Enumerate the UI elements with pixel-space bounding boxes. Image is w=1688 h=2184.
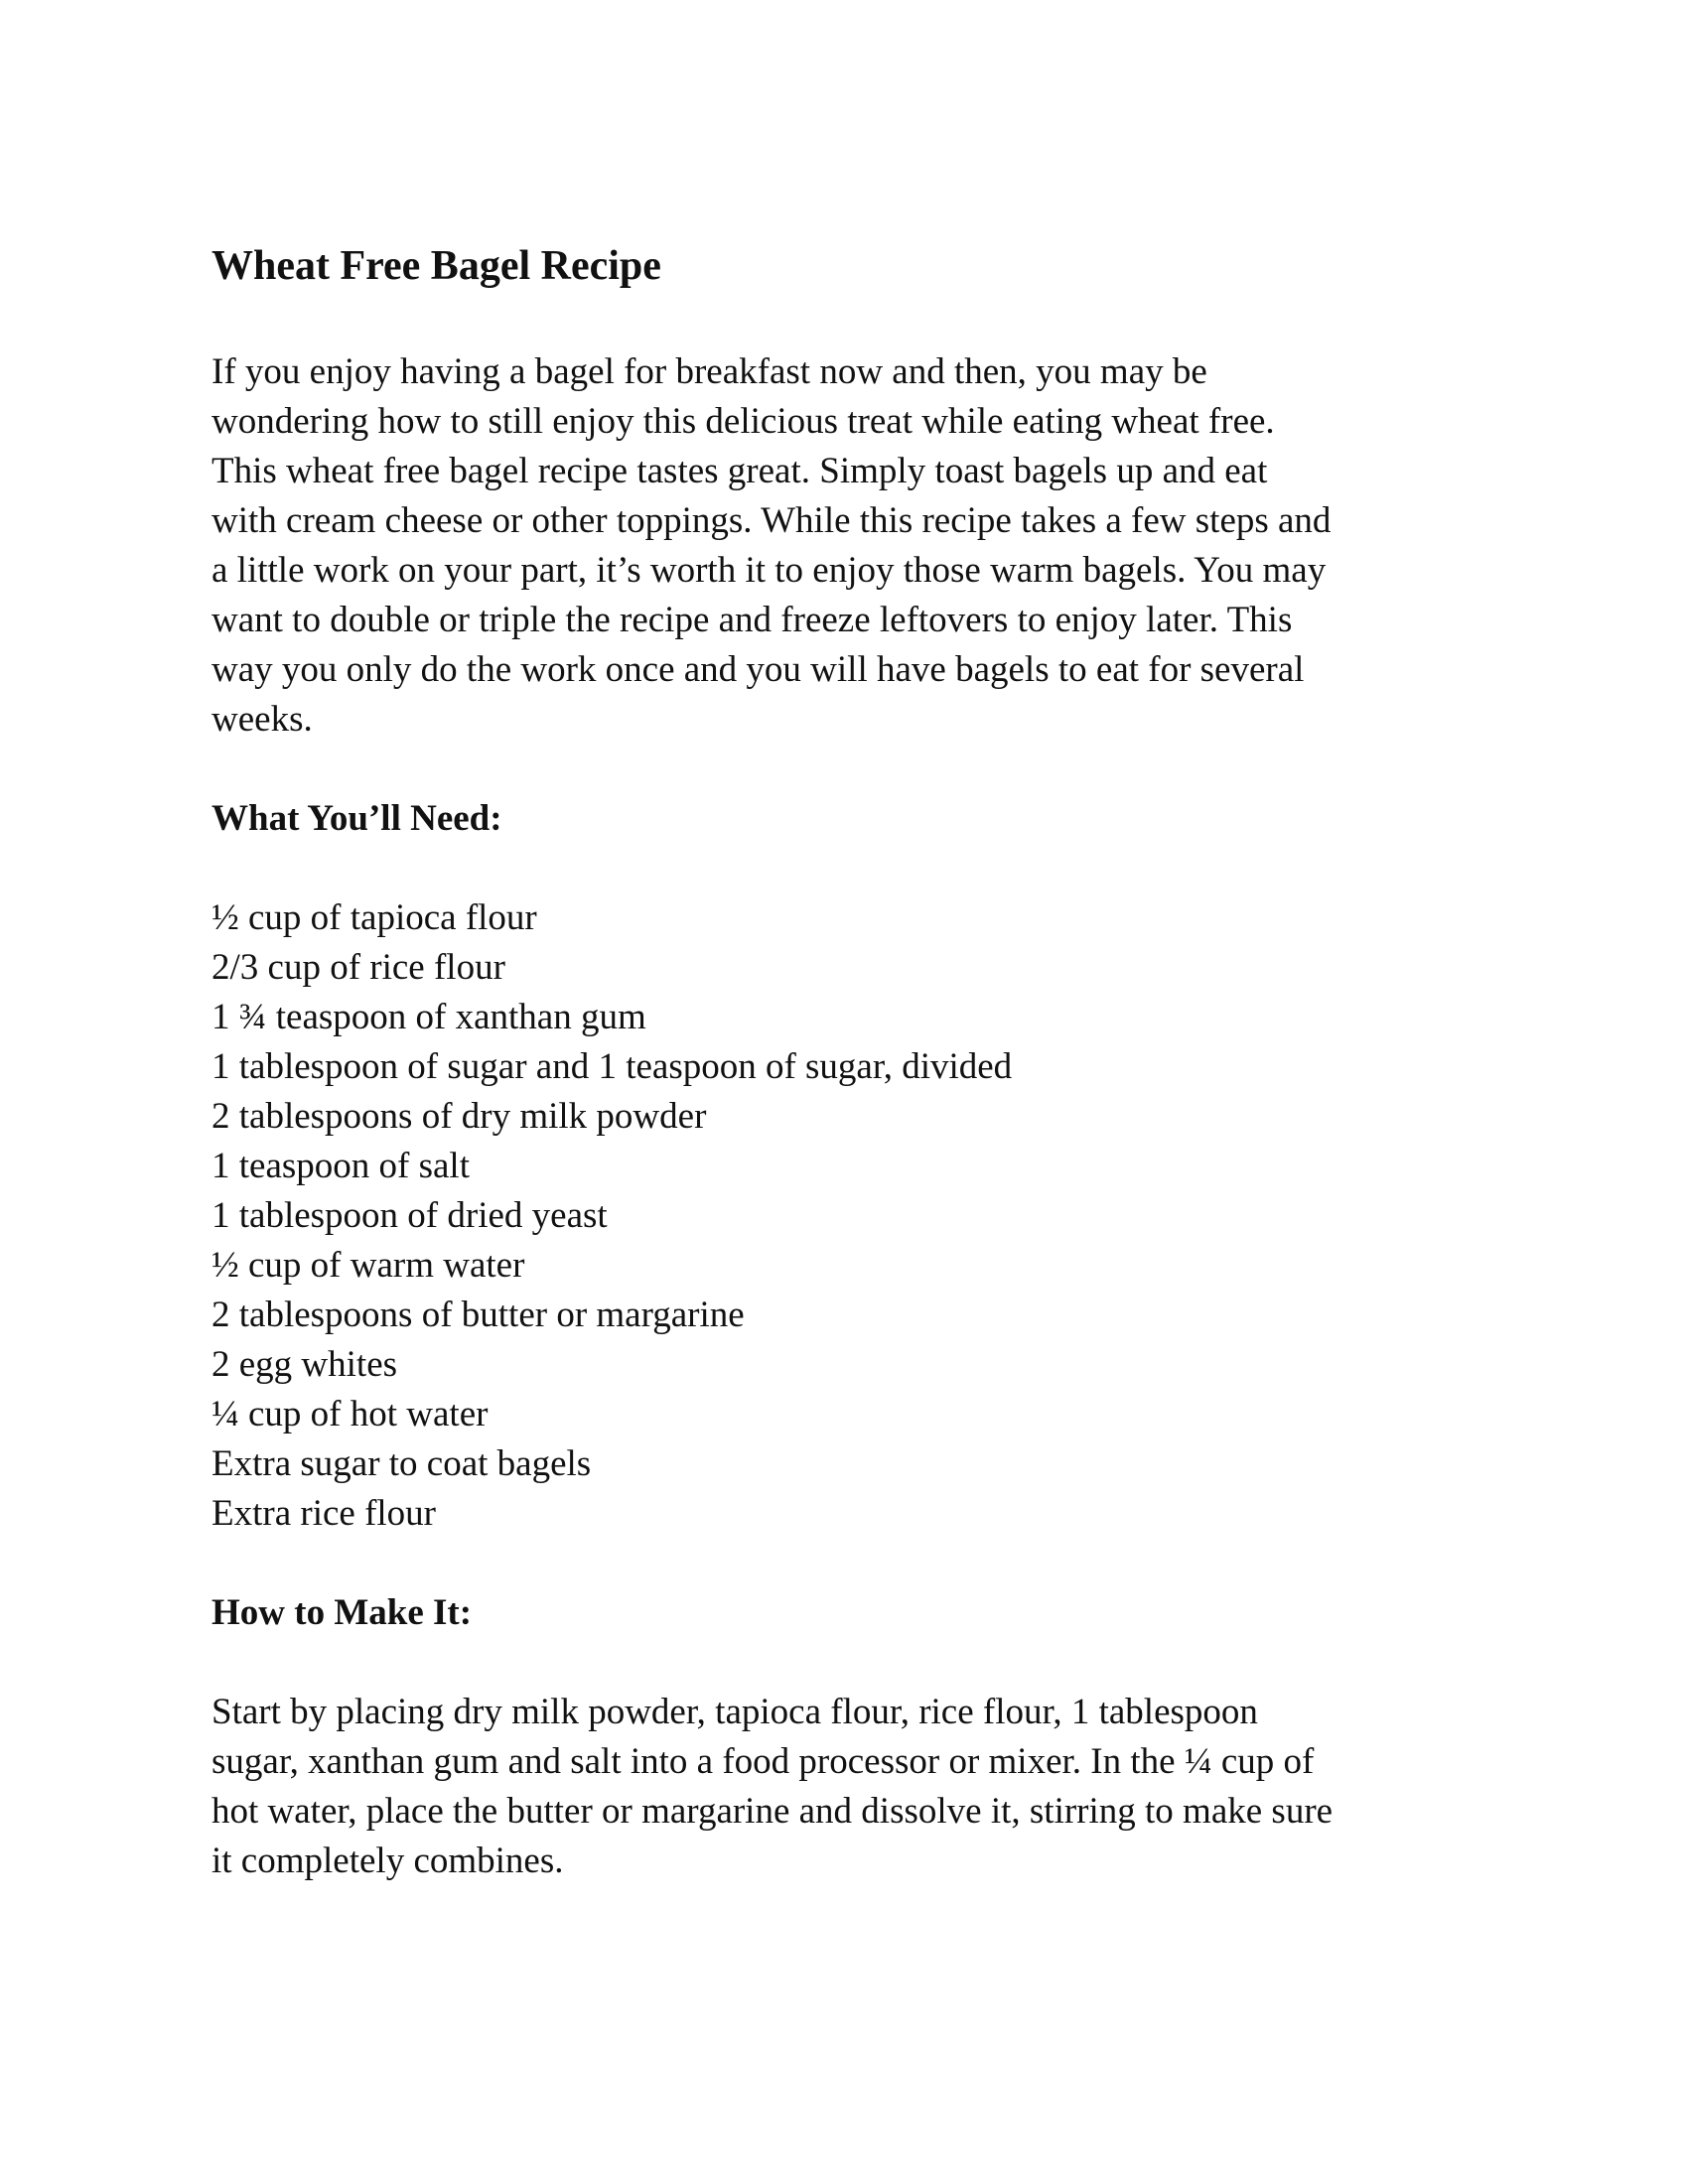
- intro-paragraph: [211, 347, 1502, 745]
- method-line: Start by placing dry milk powder, tapioca flour, rice flour, 1 tablespoon: [211, 1692, 1258, 1732]
- intro-line: If you enjoy having a bagel for breakfast now and then, you may be: [211, 351, 1207, 392]
- intro-line: want to double or triple the recipe and freeze leftovers to enjoy later. This: [211, 600, 1293, 640]
- ingredient-item: 2 egg whites: [211, 1344, 398, 1385]
- method-line: it completely combines.: [211, 1841, 564, 1881]
- intro-line: weeks.: [211, 699, 313, 740]
- ingredient-item: ½ cup of warm water: [211, 1245, 525, 1286]
- method-line: hot water, place the butter or margarine and dissolve it, stirring to make sure: [211, 1791, 1334, 1832]
- ingredient-item: 2 tablespoons of dry milk powder: [211, 1096, 707, 1137]
- intro-line: way you only do the work once and you will have bagels to eat for several: [211, 649, 1305, 690]
- ingredient-item: 1 ¾ teaspoon of xanthan gum: [211, 997, 646, 1037]
- document-page: [211, 238, 1502, 1886]
- page-title: Wheat Free Bagel Recipe: [211, 243, 661, 289]
- ingredient-item: Extra rice flour: [211, 1493, 436, 1534]
- ingredient-item: 2/3 cup of rice flour: [211, 947, 505, 988]
- ingredient-item: 1 tablespoon of sugar and 1 teaspoon of sugar, divided: [211, 1046, 1013, 1087]
- method-paragraph: [211, 1688, 1502, 1886]
- intro-line: wondering how to still enjoy this delicious treat while eating wheat free.: [211, 401, 1275, 442]
- needs-heading: What You’ll Need:: [211, 798, 502, 839]
- intro-line: with cream cheese or other toppings. While this recipe takes a few steps and: [211, 500, 1332, 541]
- ingredient-list: [211, 893, 1502, 1539]
- method-heading: How to Make It:: [211, 1592, 473, 1633]
- intro-line: a little work on your part, it’s worth it to enjoy those warm bagels. You may: [211, 550, 1327, 591]
- ingredient-item: 1 tablespoon of dried yeast: [211, 1195, 608, 1236]
- ingredient-item: Extra sugar to coat bagels: [211, 1443, 592, 1484]
- ingredient-item: 1 teaspoon of salt: [211, 1146, 470, 1186]
- intro-line: This wheat free bagel recipe tastes great. Simply toast bagels up and eat: [211, 451, 1268, 491]
- ingredient-item: ½ cup of tapioca flour: [211, 897, 537, 938]
- ingredient-item: ¼ cup of hot water: [211, 1394, 489, 1434]
- method-line: sugar, xanthan gum and salt into a food processor or mixer. In the ¼ cup of: [211, 1741, 1315, 1782]
- ingredient-item: 2 tablespoons of butter or margarine: [211, 1295, 745, 1335]
